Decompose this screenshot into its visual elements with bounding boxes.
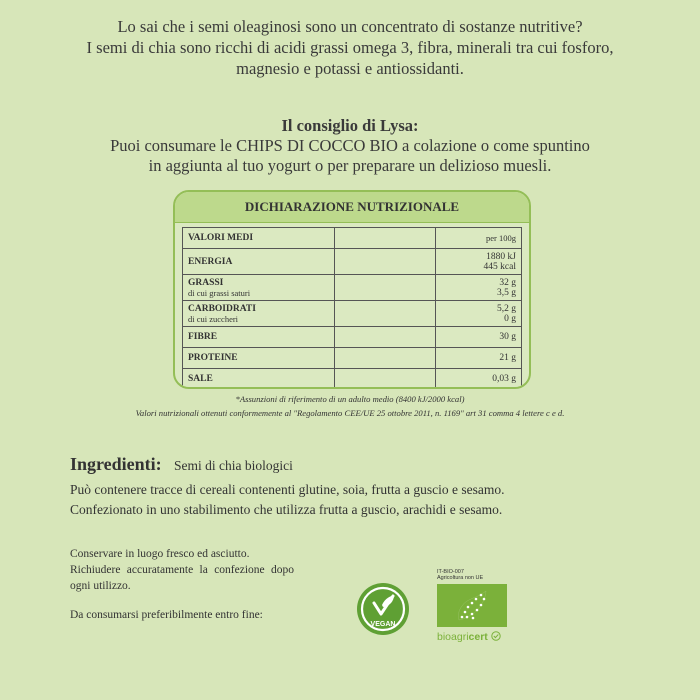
row-value: 21 g xyxy=(436,348,522,369)
ingredients-title: Ingredienti: xyxy=(70,454,162,474)
table-row xyxy=(183,301,522,327)
nutrition-notes xyxy=(0,392,700,420)
table-row xyxy=(183,327,522,348)
row-label: CARBOIDRATI xyxy=(188,303,256,314)
eu-organic-code xyxy=(437,569,483,581)
note-line: *Assunzioni di riferimento di un adulto medio (8400 kJ/2000 kcal) xyxy=(235,394,465,404)
note-line: Valori nutrizionali ottenuti conformemente al "Regolamento CEE/UE 25 ottobre 2011, n. 1169" art 31 comma 4 lettere c e d. xyxy=(135,408,565,418)
intro-line: magnesio e potassi e antiossidanti. xyxy=(236,59,464,78)
eu-organic-leaf-icon xyxy=(437,584,507,627)
table-row xyxy=(183,228,522,249)
row-label: PROTEINE xyxy=(183,348,335,369)
vegan-badge xyxy=(355,581,411,637)
table-row xyxy=(183,249,522,275)
allergen-info xyxy=(70,480,504,520)
row-value: 0 g xyxy=(504,313,516,324)
row-label: FIBRE xyxy=(183,327,335,348)
row-value: 0,03 g xyxy=(436,369,522,390)
eu-origin-line: Agricoltura non UE xyxy=(437,575,484,581)
row-label: SALE xyxy=(183,369,335,390)
row-sublabel: di cui grassi saturi xyxy=(188,287,251,298)
storage-line: Richiudere accuratamente la confezione dopo ogni utilizzo. xyxy=(70,564,294,592)
vegan-label: VEGAN xyxy=(370,621,396,628)
nutrition-heading: DICHIARAZIONE NUTRIZIONALE xyxy=(175,192,529,223)
intro-line: Lo sai che i semi oleaginosi sono un concentrato di sostanze nutritive? xyxy=(117,17,583,36)
row-value: 30 g xyxy=(436,327,522,348)
storage-line: Conservare in luogo fresco ed asciutto. xyxy=(70,548,250,560)
intro-line: I semi di chia sono ricchi di acidi grassi omega 3, fibra, minerali tra cui fosforo, xyxy=(86,38,614,57)
storage-info xyxy=(70,546,294,594)
eu-code-line: IT-BIO-007 xyxy=(437,569,464,575)
row-value: 3,5 g xyxy=(497,287,516,298)
table-row xyxy=(183,275,522,301)
tip-title: Il consiglio di Lysa: xyxy=(281,116,419,135)
allergen-line: Può contenere tracce di cereali contenenti glutine, soia, frutta a guscio e sesamo. xyxy=(70,482,505,497)
row-value: 445 kcal xyxy=(483,261,516,272)
vegan-leaf-icon xyxy=(355,581,411,637)
col-unit: per 100g xyxy=(436,228,522,249)
nutrition-table xyxy=(173,190,531,389)
tip-line: Puoi consumare le CHIPS DI COCCO BIO a colazione o come spuntino xyxy=(110,136,590,155)
row-sublabel: di cui zuccheri xyxy=(188,313,239,324)
check-circle-icon xyxy=(491,631,501,641)
row-label: ENERGIA xyxy=(183,249,335,275)
intro-text xyxy=(0,16,700,79)
col-header: VALORI MEDI xyxy=(183,228,335,249)
nutrition-grid xyxy=(182,227,522,389)
tip-line: in aggiunta al tuo yogurt o per preparare un delizioso muesli. xyxy=(148,156,552,175)
ingredients-value: Semi di chia biologici xyxy=(174,458,293,473)
cert-text-a: bioagri xyxy=(437,631,469,643)
cert-text-b: cert xyxy=(468,631,488,643)
bioagricert-logo xyxy=(437,628,509,646)
table-row xyxy=(183,348,522,369)
table-row xyxy=(183,369,522,390)
row-label: GRASSI xyxy=(188,277,224,288)
row-value: 5,2 g xyxy=(497,303,516,314)
expiry-label: Da consumarsi preferibilmente entro fine: xyxy=(70,609,263,621)
tip-section xyxy=(0,116,700,176)
row-value: 32 g xyxy=(499,277,516,288)
allergen-line: Confezionato in uno stabilimento che utilizza frutta a guscio, arachidi e sesamo. xyxy=(70,502,503,517)
row-value: 1880 kJ xyxy=(486,251,516,262)
